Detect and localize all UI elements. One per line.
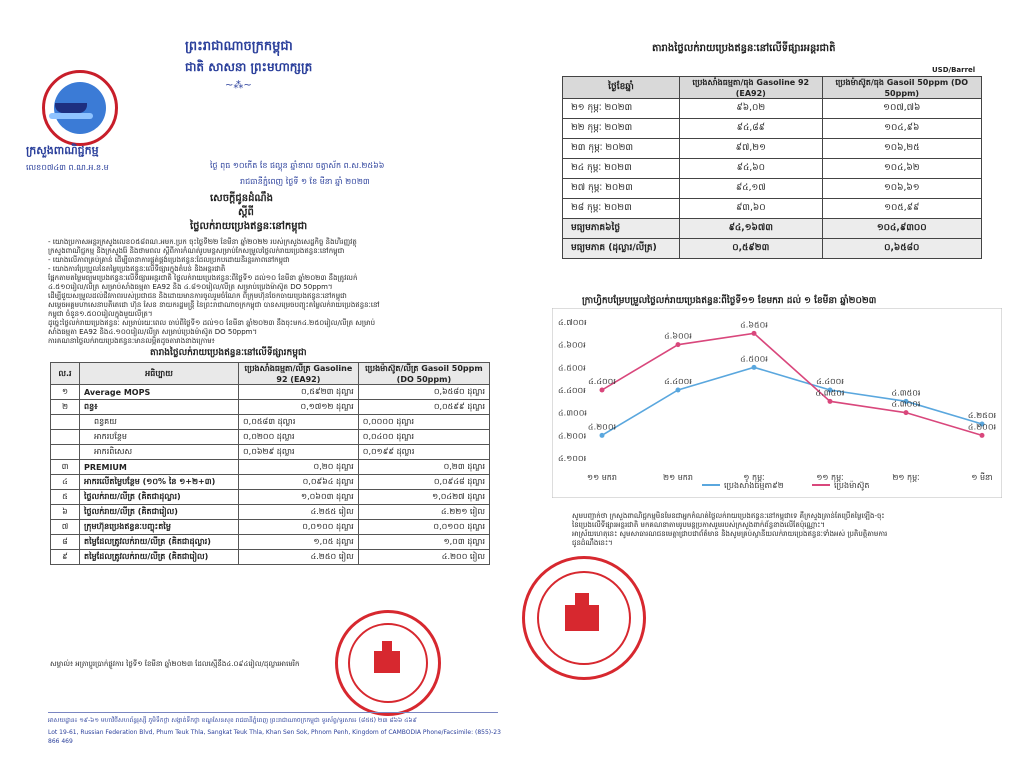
data-point	[752, 365, 757, 370]
unit-label: USD/Barrel	[932, 66, 976, 74]
lunar-date: ថ្ងៃ ពុធ ១០កើត ខែ ផល្គុន ឆ្នាំខាល ចត្វាស័ក ព.ស.២៥៦៦	[210, 161, 385, 170]
row-dsl: ១០៥,៩៩	[822, 199, 981, 219]
row-diesel: ៤.២២១ រៀល	[358, 505, 489, 520]
closing-line: ជូនដំណឹងនេះ។	[572, 539, 613, 547]
ornament-icon: ~⁂~	[225, 80, 252, 91]
data-label: ៤.៤០០៛	[664, 377, 692, 386]
legend-label: ប្រេងម៉ាស៊ូត	[834, 481, 870, 490]
closing-line: អាស្រ័យហេតុនេះ សូមសាធារណជនមេត្តាជ្រាបជាព័ត៌មាន និងសូមគ្រប់ស្ថានីយលក់រាយប្រេងឥន្ធនៈទាំងអស់ ប្រតិបត្តិតាមការ	[572, 530, 888, 538]
local-price-table-title: តារាងថ្លៃលក់រាយប្រេងឥន្ធនៈនៅលើទីផ្សារកម្ពុជា	[150, 348, 307, 358]
intl-table-title: តារាងថ្លៃលក់រាយប្រេងឥន្ធនៈនៅលើទីផ្សារអន្តរជាតិ	[652, 43, 836, 54]
row-date: ២៨ កុម្ភៈ ២០២៣	[563, 199, 680, 219]
row-gas: ៩៤,៦០	[680, 159, 823, 179]
row-no: ៩	[51, 550, 80, 565]
footer-divider	[48, 712, 498, 713]
local-table-body	[51, 385, 490, 565]
official-seal-icon	[522, 556, 646, 680]
table-row	[51, 415, 490, 430]
table-row	[563, 239, 982, 259]
footer-address-kh: អាសយដ្ឋាន៖ ១៩-៦១ មហាវិថីសហព័ន្ធរុស្សី ភូមិទឹកថ្លា សង្កាត់ទឹកថ្លា ខណ្ឌសែនសុខ រាជធានីភ្នំពេញ ព្រះរាជាណាចក្រកម្ពុជា ទូរស័ព្ទ/ទូរសារ៖ (៨៥៥) ២៣ ៨៦៦ ៤៦៩	[48, 717, 417, 724]
y-tick-label: ៤.៣០០៛	[558, 408, 587, 418]
row-dsl: ១០៤,៩៦	[822, 119, 981, 139]
data-label: ៤.៣០០៛	[891, 399, 921, 409]
row-date: មធ្យមភាគ៦ថ្ងៃ	[563, 219, 680, 239]
row-no: ៥	[51, 490, 80, 505]
y-tick-label: ៤.៤០០៛	[558, 386, 586, 395]
row-no: ៣	[51, 460, 80, 475]
body-line: សាំងធម្មតា EA92 និង៤.១០០រៀល/លីត្រ សម្រាប់ប្រេងម៉ាស៊ូត DO 50ppm។	[48, 328, 258, 336]
body-line: ផ្អែកតាមតម្លៃមធ្យមប្រេងឥន្ធនៈលើទីផ្សារអន្តរជាតិ ថ្លៃលក់រាយប្រេងឥន្ធនៈពីថ្ងៃទី១ ដល់១០ ខែមីនា ឆ្នាំ២០២៣ នឹងត្រូវលក់	[48, 274, 358, 282]
row-dsl: ១០៦,២៥	[822, 139, 981, 159]
row-desc: PREMIUM	[80, 460, 239, 475]
row-desc: ពន្ធគយ	[80, 415, 239, 430]
row-gas: ៩៤,១៦៧៣	[680, 219, 823, 239]
body-line: - យោងលើភាពគ្រប់គ្រាន់ ដើម្បីធានាការផ្គត់ផ្គង់ប្រេងឥន្ធនៈដែលប្រកបដោយនិរន្តរភាពនៅកម្ពុជា	[48, 256, 290, 264]
row-gasoline: ៤.២៥៥ រៀល	[239, 505, 359, 520]
body-line: កម្ពុជា ចំនួន១.៥០០រៀលក្នុងមួយលីត្រ។	[48, 310, 153, 318]
row-date: ២៤ កុម្ភៈ ២០២៣	[563, 159, 680, 179]
x-tick-label: ១១ កុម្ភៈ	[816, 473, 844, 482]
body-line: សម្តេចអគ្គមហាសេនាបតីតេជោ ហ៊ុន សែន នាយករដ្ឋមន្ត្រី នៃព្រះរាជាណាចក្រកម្ពុជា បានសម្រេចបញ្ចុះតម្លៃលក់រាយប្រេងឥន្ធនៈនៅ	[48, 301, 380, 309]
table-row	[51, 490, 490, 505]
row-no	[51, 415, 80, 430]
right-page	[512, 0, 1024, 768]
row-no: ២	[51, 400, 80, 415]
data-label: ៤.៦៥០៛	[740, 320, 768, 330]
row-dsl: ១០៦,៦១	[822, 179, 981, 199]
row-desc: ក្រុមហ៊ុនប្រេងឥន្ធនៈបញ្ចុះតម្លៃ	[80, 520, 239, 535]
col-diesel-header: ប្រេងម៉ាស៊ូត/លីត្រ Gasoil 50ppm (DO 50ppm)	[358, 363, 489, 385]
data-label: ៤.២០០៛	[967, 422, 997, 432]
data-point	[904, 410, 909, 415]
body-line: ការគណនាថ្លៃលក់រាយប្រេងឥន្ធនៈមានលម្អិតដូចតារាងខាងក្រោម៖	[48, 337, 215, 345]
row-gasoline: ០,៥៩២៣ ដុល្លារ	[239, 385, 359, 400]
row-dsl: ១០៧,៧៦	[822, 99, 981, 119]
row-diesel: ០,០១៩៩ ដុល្លារ	[358, 445, 489, 460]
data-label: ៤.៦០០៛	[664, 331, 692, 341]
reference-number: លេខ០៧៤៣ ព.ណ.អ.ន.ម	[26, 163, 109, 172]
price-line-chart	[552, 308, 1002, 498]
row-desc: អាករពិសេស	[80, 445, 239, 460]
y-tick-label: ៤.២០០៛	[558, 431, 587, 441]
row-gasoline: ០,០២០០ ដុល្លារ	[239, 430, 359, 445]
row-diesel: ០,២៣ ដុល្លារ	[358, 460, 489, 475]
row-dsl: ១០៤,៩៣០០	[822, 219, 981, 239]
row-gas: ៩៤,១៧	[680, 179, 823, 199]
table-row	[51, 505, 490, 520]
motto-header: ជាតិ សាសនា ព្រះមហាក្សត្រ	[185, 60, 313, 74]
body-line: ៤.៥១០រៀល/លីត្រ សម្រាប់សាំងធម្មតា EA92 និង ៤.៨១០រៀល/លីត្រ សម្រាប់ប្រេងម៉ាស៊ូត DO 50ppm។	[48, 283, 333, 291]
table-row	[563, 159, 982, 179]
row-diesel: ០,០៤០០ ដុល្លារ	[358, 430, 489, 445]
row-diesel: ៤.២០០ រៀល	[358, 550, 489, 565]
data-point	[752, 331, 757, 336]
row-diesel: ០,០១០០ ដុល្លារ	[358, 520, 489, 535]
left-page	[0, 0, 510, 768]
table-row	[563, 179, 982, 199]
row-desc: តម្លៃដែលត្រូវលក់រាយ/លីត្រ (គិតជាដុល្លារ)	[80, 535, 239, 550]
table-row	[51, 400, 490, 415]
row-gasoline: ០,០៦២៩ ដុល្លារ	[239, 445, 359, 460]
row-desc: តម្លៃដែលត្រូវលក់រាយ/លីត្រ (គិតជារៀល)	[80, 550, 239, 565]
col-no-header: ល.រ	[51, 363, 80, 385]
row-gasoline: ១,០៥ ដុល្លារ	[239, 535, 359, 550]
table-row	[51, 460, 490, 475]
row-diesel: ១,០៣ ដុល្លារ	[358, 535, 489, 550]
notice-topic: ថ្លៃលក់រាយប្រេងឥន្ធនៈនៅកម្ពុជា	[190, 221, 308, 232]
body-line: ដើម្បីជួយសម្រួលដល់ជីវភាពរបស់ប្រជាជន និងដោយមានការចូលរួមចំណែក ពីក្រុមហ៊ុនចែកចាយប្រេងឥន្ធនៈនៅកម្ពុជា	[48, 292, 347, 300]
table-row	[563, 199, 982, 219]
data-label: ៤.២០០៛	[587, 422, 617, 432]
footer-address-en: Lot 19-61, Russian Federation Blvd, Phum Teuk Thla, Sangkat Teuk Thla, Khan Sen Sok, Phnom Penh, Kingdom of CAMBODIA Phone/Facsimile: (855)-23 866 469	[48, 729, 501, 745]
official-seal-icon	[335, 610, 441, 716]
row-desc: ថ្លៃលក់រាយ/លីត្រ (គិតជារៀល)	[80, 505, 239, 520]
row-date: ២៧ កុម្ភៈ ២០២៣	[563, 179, 680, 199]
ministry-name: ក្រសួងពាណិជ្ជកម្ម	[26, 144, 99, 157]
col-gasoline-header: ប្រេងសាំងធម្មតា/ធុង Gasoline 92 (EA92)	[680, 77, 823, 99]
body-line: ក្រសួងពាណិជ្ជកម្ម និងក្រសួងរ៉ែ និងថាមពល ស្តីពីការកំណត់រូបមន្តសម្រាប់កែសម្រួលថ្លៃលក់រាយប្រេងឥន្ធនៈនៅកម្ពុជា	[48, 247, 345, 255]
data-point	[676, 342, 681, 347]
y-tick-label: ៤.៦០០៛	[558, 340, 586, 350]
row-no: ៦	[51, 505, 80, 520]
row-desc: ពន្ធ៖	[80, 400, 239, 415]
closing-line: សូមបញ្ជាក់ថា ក្រសួងពាណិជ្ជកម្មមិនមែនជាអ្នកកំណត់ថ្លៃលក់រាយប្រេងឥន្ធនៈនៅកម្ពុជាទេ គឺក្រសួងគ្រាន់តែប្រើតម្លៃឡើង-ចុះ	[572, 512, 885, 520]
data-point	[600, 433, 605, 438]
x-tick-label: ១ មីនា	[971, 473, 993, 482]
col-diesel-header: ប្រេងម៉ាស៊ូត/ធុង Gasoil 50ppm (DO 50ppm)	[822, 77, 981, 99]
row-gas: ៩៣,៦០	[680, 199, 823, 219]
row-desc: អាករបន្ថែម	[80, 430, 239, 445]
legend-label: ប្រេងសាំងធម្មតា៩២	[724, 481, 784, 490]
table-row	[51, 385, 490, 400]
row-desc: អាករលើតម្លៃបន្ថែម (១០% នៃ ១+២+៣)	[80, 475, 239, 490]
table-row	[51, 550, 490, 565]
notice-title: សេចក្តីជូនដំណឹង	[210, 193, 273, 204]
table-row	[563, 139, 982, 159]
body-line: - យោងប្រកាសអន្តរក្រសួងលេខ០៥៨ពណ.អមក.ប្រក ចុះថ្ងៃទី២២ ខែមីនា ឆ្នាំ២០២២ របស់ក្រសួងសេដ្ឋកិច្ច និងហិរញ្ញវត្ថុ	[48, 238, 357, 246]
closing-text	[572, 512, 1012, 548]
closing-line: នៃប្រេងលើទីផ្សារអន្តរជាតិ មកគណនាតាមរូបមន្តប្រកាសរួមរបស់ក្រសួងពាក់ព័ន្ធខាងលើតែប៉ុណ្ណោះ។	[572, 521, 825, 529]
intl-table-body	[563, 99, 982, 259]
row-gas: ៩៤,៨៩	[680, 119, 823, 139]
table-row	[51, 535, 490, 550]
x-tick-label: ២១ កុម្ភៈ	[892, 473, 920, 482]
data-point	[828, 399, 833, 404]
chart-frame	[552, 308, 1002, 498]
row-gasoline: ៤.២៥០ រៀល	[239, 550, 359, 565]
y-tick-label: ៤.៧០០៛	[558, 318, 587, 327]
x-tick-label: ១១ មករា	[587, 473, 617, 482]
ministry-logo-icon	[42, 70, 118, 146]
x-tick-label: ២១ មករា	[663, 473, 693, 482]
col-date-header: ថ្ងៃខែឆ្នាំ	[563, 77, 680, 99]
row-gasoline: ០,១៧១២ ដុល្លារ	[239, 400, 359, 415]
chart-title: ក្រាហ្វិកបម្រែបម្រួលថ្លៃលក់រាយប្រេងឥន្ធនៈពីថ្ងៃទី១១ ខែមករា ដល់ ១ ខែមីនា ឆ្នាំ២០២៣	[582, 296, 877, 306]
row-no	[51, 430, 80, 445]
row-no: ៨	[51, 535, 80, 550]
data-label: ៤.៣៥០៛	[891, 388, 921, 398]
table-header-row	[563, 77, 982, 99]
body-line: ដូច្នេះថ្លៃលក់រាយប្រេងឥន្ធនៈ សម្រាប់រយៈពេល ចាប់ពីថ្ងៃទី១ ដល់១០ ខែមីនា ឆ្នាំ២០២៣ នឹងចុះមក៤.២៥០រៀល/លីត្រ សម្រាប់	[48, 319, 376, 327]
row-gasoline: ១,០៦០៣ ដុល្លារ	[239, 490, 359, 505]
row-date: ២១ កុម្ភៈ ២០២៣	[563, 99, 680, 119]
table-row	[563, 119, 982, 139]
row-no: ១	[51, 385, 80, 400]
table-row	[51, 520, 490, 535]
col-gasoline-header: ប្រេងសាំងធម្មតា/លីត្រ Gasoline 92 (EA92)	[239, 363, 359, 385]
intl-price-table	[562, 76, 982, 259]
row-gas: ៩៦,០២	[680, 99, 823, 119]
row-diesel: ០,០០០០ ដុល្លារ	[358, 415, 489, 430]
row-desc: Average MOPS	[80, 385, 239, 400]
row-date: ២២ កុម្ភៈ ២០២៣	[563, 119, 680, 139]
row-gasoline: ០,២០ ដុល្លារ	[239, 460, 359, 475]
body-line: - យោងការប្រែប្រួលនៃតម្លៃប្រេងឥន្ធនៈលើទីផ្សារក្នុងតំបន់ និងអន្តរជាតិ	[48, 265, 226, 273]
y-tick-label: ៤.៥០០៛	[558, 363, 586, 373]
row-date: ២៣ កុម្ភៈ ២០២៣	[563, 139, 680, 159]
row-no	[51, 445, 80, 460]
row-gasoline: ០,០១០០ ដុល្លារ	[239, 520, 359, 535]
row-gas: ០,៥៩២៣	[680, 239, 823, 259]
y-tick-label: ៤.១០០៛	[558, 454, 587, 463]
notice-subtitle: ស្តីពី	[238, 207, 254, 218]
row-gas: ៩៧,២១	[680, 139, 823, 159]
x-tick-label: ១ កុម្ភៈ	[743, 473, 765, 482]
row-gasoline: ០,០៥៨៣ ដុល្លារ	[239, 415, 359, 430]
data-point	[676, 388, 681, 393]
solar-date: រាជធានីភ្នំពេញ ថ្ងៃទី ១ ខែ មីនា ឆ្នាំ ២០២៣	[240, 177, 370, 186]
data-label: ៤.៤០០៛	[588, 377, 616, 386]
table-header-row	[51, 363, 490, 385]
row-diesel: ១,០៤២៧ ដុល្លារ	[358, 490, 489, 505]
row-desc: ថ្លៃលក់រាយ/លីត្រ (គិតជាដុល្លារ)	[80, 490, 239, 505]
row-dsl: ១០៤,៦២	[822, 159, 981, 179]
row-gasoline: ០,០៩៦៤ ដុល្លារ	[239, 475, 359, 490]
row-diesel: ០,៦៥៨០ ដុល្លារ	[358, 385, 489, 400]
data-point	[980, 433, 985, 438]
table-row	[51, 430, 490, 445]
exchange-rate-note: សម្គាល់៖ អត្រាប្តូរប្រាក់ផ្លូវការ ថ្ងៃទី១ ខែមីនា ឆ្នាំ២០២៣ ដែលស្មើនឹង៤.០៩៤រៀល/ដុល្លារអាមេរិក	[50, 660, 300, 668]
kingdom-header: ព្រះរាជាណាចក្រកម្ពុជា	[185, 39, 293, 54]
row-no: ៧	[51, 520, 80, 535]
data-label: ៤.២៥០៛	[967, 411, 997, 420]
data-label: ៤.៣៥០៛	[815, 388, 845, 398]
table-row	[563, 99, 982, 119]
data-label: ៤.៤០០៛	[816, 377, 844, 386]
row-date: មធ្យមភាគ (ដុល្លារ/លីត្រ)	[563, 239, 680, 259]
data-label: ៤.៥០០៛	[740, 354, 768, 364]
body-text	[48, 238, 498, 346]
col-desc-header: អធិប្បាយ	[80, 363, 239, 385]
data-point	[600, 388, 605, 393]
table-row	[563, 219, 982, 239]
row-dsl: ០,៦៥៨០	[822, 239, 981, 259]
table-row	[51, 475, 490, 490]
row-diesel: ០,០៥៩៩ ដុល្លារ	[358, 400, 489, 415]
row-diesel: ០,០៩៤៨ ដុល្លារ	[358, 475, 489, 490]
row-no: ៤	[51, 475, 80, 490]
local-price-table	[50, 362, 490, 565]
table-row	[51, 445, 490, 460]
